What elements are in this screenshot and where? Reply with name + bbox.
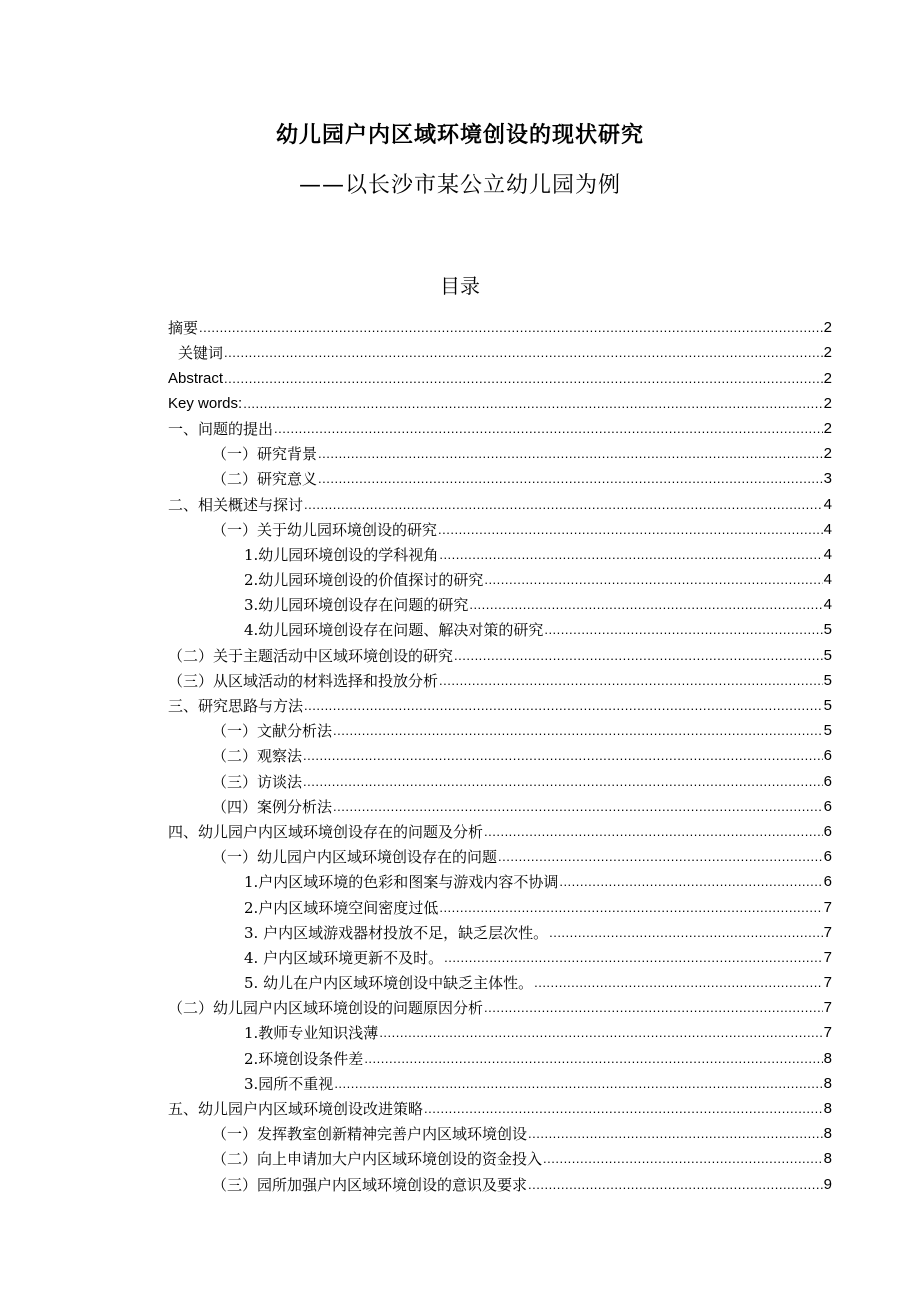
toc-entry-page: 2 bbox=[823, 369, 832, 387]
toc-dot-leader bbox=[304, 696, 823, 716]
toc-entry-label: 二、相关概述与探讨 bbox=[168, 495, 304, 514]
toc-dot-leader bbox=[424, 1099, 823, 1119]
toc-entry[interactable] bbox=[168, 363, 832, 388]
toc-entry-label: 1.户内区域环境的色彩和图案与游戏内容不协调 bbox=[244, 873, 559, 892]
toc-entry-label: 3.园所不重视 bbox=[244, 1074, 334, 1093]
toc-entry[interactable] bbox=[168, 1119, 832, 1144]
toc-entry-label: 四、幼儿园户内区域环境创设存在的问题及分析 bbox=[168, 822, 484, 841]
toc-entry-label: 1.幼儿园环境创设的学科视角 bbox=[244, 545, 439, 564]
toc-dot-leader bbox=[303, 772, 823, 792]
toc-dot-leader bbox=[498, 847, 823, 867]
toc-entry[interactable] bbox=[168, 867, 832, 892]
toc-dot-leader bbox=[469, 595, 822, 615]
toc-dot-leader bbox=[199, 318, 823, 338]
toc-entry-label: （三）从区域活动的材料选择和投放分析 bbox=[168, 671, 439, 690]
toc-entry[interactable] bbox=[168, 716, 832, 741]
toc-dot-leader bbox=[438, 520, 823, 540]
toc-entry-label: （一）研究背景 bbox=[212, 445, 318, 464]
toc-entry[interactable] bbox=[168, 918, 832, 943]
toc-entry-page: 2 bbox=[823, 445, 832, 463]
toc-entry-label: 三、研究思路与方法 bbox=[168, 697, 304, 715]
toc-dot-leader bbox=[559, 872, 822, 892]
toc-entry[interactable] bbox=[168, 892, 832, 917]
toc-dot-leader bbox=[243, 394, 822, 414]
toc-heading: 目录 bbox=[440, 274, 480, 298]
toc-dot-leader bbox=[224, 369, 823, 389]
toc-entry-page: 5 bbox=[823, 722, 832, 740]
toc-dot-leader bbox=[318, 469, 823, 489]
toc-entry-page: 9 bbox=[823, 1175, 832, 1193]
toc-entry-page: 5 bbox=[823, 671, 832, 689]
toc-entry[interactable] bbox=[168, 338, 832, 363]
toc-entry[interactable] bbox=[168, 615, 832, 640]
toc-entry-page: 8 bbox=[823, 1125, 832, 1143]
toc-dot-leader bbox=[333, 797, 823, 817]
toc-dot-leader bbox=[543, 1149, 823, 1169]
toc-entry-page: 2 bbox=[823, 394, 832, 412]
toc-entry-page: 7 bbox=[823, 999, 832, 1017]
toc-entry-page: 8 bbox=[823, 1100, 832, 1117]
toc-entry[interactable] bbox=[168, 489, 832, 514]
toc-entry-page: 6 bbox=[823, 822, 832, 840]
toc-entry-label: Key words: bbox=[168, 394, 243, 412]
toc-dot-leader bbox=[484, 822, 823, 842]
toc-entry-page: 5 bbox=[823, 697, 832, 714]
toc-entry[interactable] bbox=[168, 1169, 832, 1194]
toc-dot-leader bbox=[303, 746, 823, 766]
toc-entry-page: 6 bbox=[823, 772, 832, 790]
toc-entry-page: 4 bbox=[823, 545, 832, 563]
toc-entry[interactable] bbox=[168, 842, 832, 867]
toc-entry[interactable] bbox=[168, 1144, 832, 1169]
toc-dot-leader bbox=[439, 671, 823, 691]
toc-entry-label: （二）向上申请加大户内区域环境创设的资金投入 bbox=[212, 1150, 543, 1169]
toc-entry[interactable] bbox=[168, 389, 832, 414]
toc-entry-page: 4 bbox=[823, 495, 832, 513]
toc-entry-page: 7 bbox=[823, 898, 832, 916]
toc-entry[interactable] bbox=[168, 968, 832, 993]
toc-entry-page: 8 bbox=[823, 1049, 832, 1067]
toc-entry-page: 7 bbox=[823, 923, 832, 941]
toc-dot-leader bbox=[528, 1124, 823, 1144]
toc-entry-label: （一）关于幼儿园环境创设的研究 bbox=[212, 520, 438, 539]
toc-entry-label: （四）案例分析法 bbox=[212, 797, 333, 816]
toc-dot-leader bbox=[484, 570, 822, 590]
toc-entry-page: 8 bbox=[823, 1150, 832, 1168]
toc-entry-page: 4 bbox=[823, 596, 832, 614]
toc-entry[interactable] bbox=[168, 1094, 832, 1119]
toc-entry-label: 4.幼儿园环境创设存在问题、解决对策的研究 bbox=[244, 621, 544, 640]
toc-dot-leader bbox=[334, 1074, 822, 1094]
toc-entry-label: 一、问题的提出 bbox=[168, 419, 274, 438]
toc-dot-leader bbox=[304, 495, 823, 515]
toc-entry[interactable] bbox=[168, 464, 832, 489]
toc-entry-label: （三）访谈法 bbox=[212, 772, 303, 791]
toc-entry-label: 2.环境创设条件差 bbox=[244, 1049, 364, 1068]
toc-entry[interactable] bbox=[168, 993, 832, 1018]
toc-dot-leader bbox=[444, 948, 823, 968]
toc-entry-label: 3.幼儿园环境创设存在问题的研究 bbox=[244, 596, 469, 615]
toc-entry-label: （一）文献分析法 bbox=[212, 722, 333, 741]
toc-entry[interactable] bbox=[168, 540, 832, 565]
toc-entry-label: 5. 幼儿在户内区域环境创设中缺乏主体性。 bbox=[244, 974, 534, 993]
toc-dot-leader bbox=[534, 973, 823, 993]
toc-entry-label: 4. 户内区域环境更新不及时。 bbox=[244, 948, 444, 967]
toc-entry[interactable] bbox=[168, 943, 832, 968]
toc-entry-label: （三）园所加强户内区域环境创设的意识及要求 bbox=[212, 1175, 528, 1194]
toc-entry-page: 7 bbox=[823, 974, 832, 992]
toc-dot-leader bbox=[544, 620, 822, 640]
toc-entry[interactable] bbox=[168, 792, 832, 817]
toc-entry-label: 1.教师专业知识浅薄 bbox=[244, 1024, 379, 1043]
toc-entry-label: （一）幼儿园户内区域环境创设存在的问题 bbox=[212, 848, 498, 867]
toc-entry[interactable] bbox=[168, 691, 832, 716]
toc-entry[interactable] bbox=[168, 1043, 832, 1068]
toc-entry-page: 3 bbox=[823, 470, 832, 488]
toc-entry-page: 8 bbox=[823, 1074, 832, 1092]
toc-entry-label: 五、幼儿园户内区域环境创设改进策略 bbox=[168, 1100, 424, 1118]
toc-entry-page: 4 bbox=[823, 520, 832, 538]
toc-entry[interactable] bbox=[168, 741, 832, 766]
toc-entry-page: 6 bbox=[823, 848, 832, 866]
toc-entry-label: Abstract bbox=[168, 369, 224, 387]
toc-dot-leader bbox=[274, 419, 823, 439]
toc-entry[interactable] bbox=[168, 515, 832, 540]
toc-dot-leader bbox=[454, 646, 823, 666]
table-of-contents bbox=[168, 313, 832, 1195]
toc-entry-page: 2 bbox=[823, 419, 832, 437]
toc-entry-page: 2 bbox=[823, 319, 832, 337]
document-subtitle: ——以长沙市某公立幼儿园为例 bbox=[298, 173, 621, 198]
toc-entry-page: 5 bbox=[823, 646, 832, 664]
toc-entry-label: （一）发挥教室创新精神完善户内区域环境创设 bbox=[212, 1125, 528, 1144]
toc-entry[interactable] bbox=[168, 1018, 832, 1043]
toc-entry[interactable] bbox=[168, 766, 832, 791]
toc-entry-label: 2.户内区域环境空间密度过低 bbox=[244, 898, 439, 917]
toc-entry[interactable] bbox=[168, 313, 832, 338]
toc-entry-label: （二）关于主题活动中区域环境创设的研究 bbox=[168, 646, 454, 665]
document-title: 幼儿园户内区域环境创设的现状研究 bbox=[275, 123, 644, 148]
toc-entry-page: 6 bbox=[823, 747, 832, 765]
toc-entry-page: 6 bbox=[823, 873, 832, 891]
toc-entry-page: 7 bbox=[823, 1024, 832, 1042]
toc-entry[interactable] bbox=[168, 640, 832, 665]
toc-entry-label: 摘要 bbox=[168, 319, 199, 338]
toc-dot-leader bbox=[528, 1175, 823, 1195]
toc-dot-leader bbox=[333, 721, 823, 741]
toc-entry-page: 5 bbox=[823, 621, 832, 639]
toc-entry-page: 6 bbox=[823, 797, 832, 815]
toc-dot-leader bbox=[484, 998, 823, 1018]
toc-dot-leader bbox=[318, 444, 823, 464]
toc-entry-page: 2 bbox=[823, 344, 832, 362]
toc-dot-leader bbox=[224, 343, 823, 363]
toc-entry-label: 2.幼儿园环境创设的价值探讨的研究 bbox=[244, 571, 484, 590]
toc-entry[interactable] bbox=[168, 414, 832, 439]
toc-entry[interactable] bbox=[168, 439, 832, 464]
toc-entry[interactable] bbox=[168, 666, 832, 691]
toc-dot-leader bbox=[379, 1023, 822, 1043]
toc-entry-label: （二）研究意义 bbox=[212, 470, 318, 489]
toc-entry[interactable] bbox=[168, 1069, 832, 1094]
toc-dot-leader bbox=[549, 923, 823, 943]
toc-entry[interactable] bbox=[168, 817, 832, 842]
toc-dot-leader bbox=[364, 1049, 822, 1069]
toc-dot-leader bbox=[439, 545, 822, 565]
toc-dot-leader bbox=[439, 898, 822, 918]
toc-entry-page: 4 bbox=[823, 571, 832, 589]
toc-entry[interactable] bbox=[168, 565, 832, 590]
toc-entry-label: 3. 户内区域游戏器材投放不足，缺乏层次性。 bbox=[244, 923, 549, 942]
toc-entry-label: 关键词 bbox=[178, 344, 224, 363]
toc-entry-label: （二）幼儿园户内区域环境创设的问题原因分析 bbox=[168, 999, 484, 1018]
toc-entry-label: （二）观察法 bbox=[212, 747, 303, 766]
toc-entry[interactable] bbox=[168, 590, 832, 615]
toc-entry-page: 7 bbox=[823, 948, 832, 966]
